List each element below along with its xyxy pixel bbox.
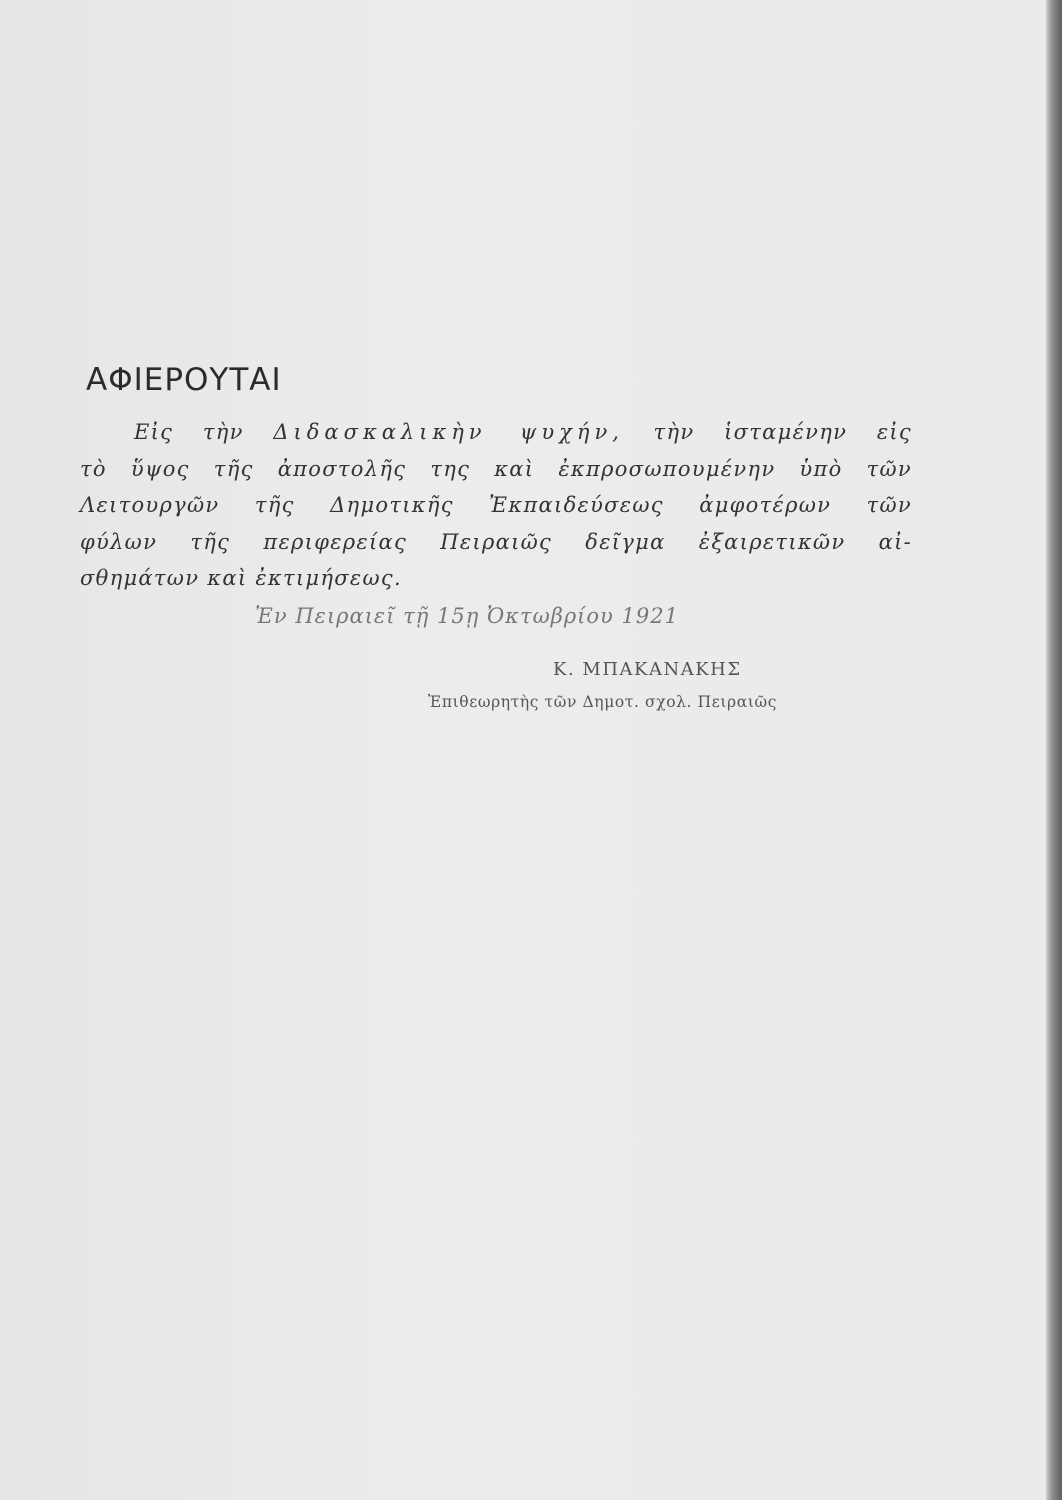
dedication-line-1-end: τὴν ἱσταμένην εἰς (623, 420, 912, 444)
dedication-line-4: φύλων τῆς περιφερείας Πειραιῶς δεῖγμα ἐξαιρετικῶν αἰ- (80, 529, 912, 554)
dedication-line-1-spaced: Διδασκαλικὴν ψυχήν, (273, 420, 624, 444)
dedication-line-1 (80, 414, 912, 451)
dedication-line-1-start: Εἰς τὴν (134, 420, 274, 444)
dedication-line-3: Λειτουργῶν τῆς Δημοτικῆς Ἐκπαιδεύσεως ἀμφοτέρων τῶν (80, 493, 912, 517)
page-edge-shadow (1046, 0, 1062, 1500)
dateline: Ἐν Πειραιεῖ τῇ 15ῃ Ὀκτωβρίου 1921 (255, 604, 679, 628)
signer-name: Κ. ΜΠΑΚΑΝΑΚΗΣ (553, 659, 742, 680)
dedication-body (80, 414, 912, 597)
dedication-line-2: τὸ ὕψος τῆς ἀποστολῆς της καὶ ἐκπροσωπουμένην ὑπὸ τῶν (80, 456, 912, 481)
dedication-line-5: σθημάτων καὶ ἐκτιμήσεως. (80, 566, 402, 590)
dedication-heading: ΑΦΙΕΡΟΥΤΑΙ (86, 362, 282, 398)
signer-title: Ἐπιθεωρητὴς τῶν Δημοτ. σχολ. Πειραιῶς (428, 693, 778, 711)
